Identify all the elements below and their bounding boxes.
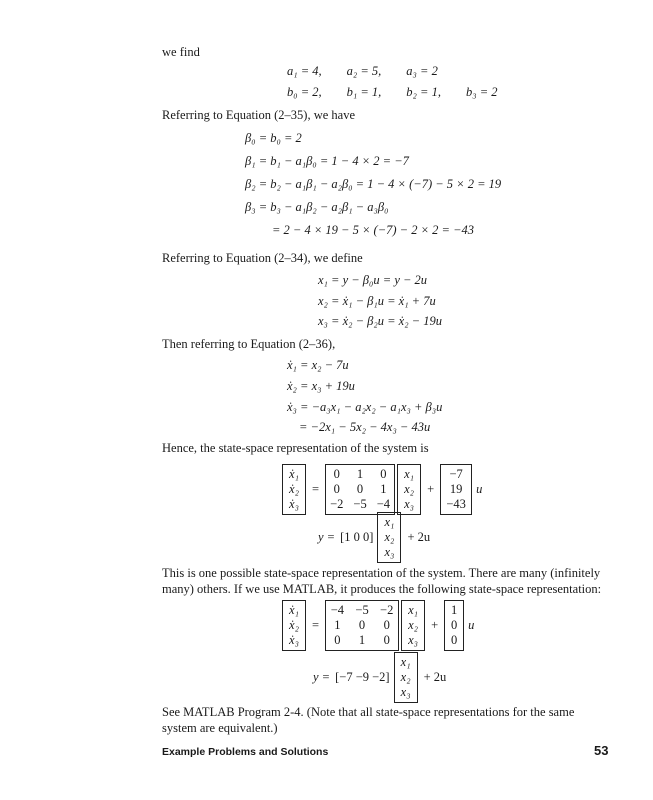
- eq-a-coeffs: a₁ = 4, a₂ = 5, a₃ = 2: [287, 64, 438, 78]
- xdot-vector: ẋ₁ ẋ₂ ẋ₃: [282, 600, 306, 651]
- eq-beta2: β₂ = b₂ − a₁β₁ − a₂β₀ = 1 − 4 × (−7) − 5 × 2 = 19: [245, 177, 502, 191]
- output-equation-1: y = [1 0 0] x₁ x₂ x₃ + 2u: [318, 512, 430, 563]
- b-vector: 1 0 0: [444, 600, 464, 651]
- eq-xdot3-value: = −2x₁ − 5x₂ − 4x₃ − 43u: [299, 420, 431, 434]
- text-hence: Hence, the state-space representation of the system is: [162, 441, 429, 455]
- x-vector: x₁ x₂ x₃: [394, 652, 418, 703]
- text-ref-2-34: Referring to Equation (2–34), we define: [162, 251, 363, 265]
- text-we-find: we find: [162, 45, 200, 59]
- eq-xdot3: ẋ₃ = −a₃x₁ − a₂x₂ − a₁x₃ + β₃u: [287, 400, 443, 414]
- text-ref-2-35: Referring to Equation (2–35), we have: [162, 108, 355, 122]
- eq-beta3: β₃ = b₃ − a₁β₂ − a₂β₁ − a₃β₀: [245, 200, 389, 214]
- state-equation-2: ẋ₁ ẋ₂ ẋ₃ = −4 −5 −2 1 0 0 0 1 0 x₁ x₂ x₃ + 1 0 0 u: [282, 600, 474, 651]
- eq-x1-def: x₁ = y − β₀u = y − 2u: [318, 273, 428, 287]
- text-ref-2-36: Then referring to Equation (2–36),: [162, 337, 336, 351]
- eq-beta3-value: = 2 − 4 × 19 − 5 × (−7) − 2 × 2 = −43: [272, 223, 475, 237]
- x-vector: x₁ x₂ x₃: [377, 512, 401, 563]
- eq-beta1: β₁ = b₁ − a₁β₀ = 1 − 4 × 2 = −7: [245, 154, 409, 168]
- eq-xdot2: ẋ₂ = x₃ + 19u: [287, 379, 355, 393]
- d-term: + 2u: [407, 530, 431, 544]
- d-term: + 2u: [423, 670, 447, 684]
- c-matrix: [1 0 0]: [340, 530, 374, 544]
- text-see-matlab: See MATLAB Program 2-4. (Note that all state-space representations for the same system are equivalent.): [162, 705, 575, 735]
- c-matrix: [−7 −9 −2]: [335, 670, 390, 684]
- xdot-vector: ẋ₁ ẋ₂ ẋ₃: [282, 464, 306, 515]
- eq-x3-def: x₃ = ẋ₂ − β₂u = ẋ₂ − 19u: [318, 314, 442, 328]
- x-vector: x₁ x₂ x₃: [397, 464, 421, 515]
- eq-x2-def: x₂ = ẋ₁ − β₁u = ẋ₁ + 7u: [318, 294, 436, 308]
- page-number: 53: [594, 743, 609, 758]
- footer-section-title: Example Problems and Solutions: [162, 746, 329, 758]
- x-vector: x₁ x₂ x₃: [401, 600, 425, 651]
- eq-beta0: β₀ = b₀ = 2: [245, 131, 302, 145]
- state-equation-1: ẋ₁ ẋ₂ ẋ₃ = 0 1 0 0 0 1 −2 −5 −4 x₁ x₂ x₃ + −7 19 −43 u: [282, 464, 482, 515]
- text-possible: This is one possible state-space representation of the system. There are many (infinitely many) others. If we use MATLAB, it produces the following state-space representation:: [162, 566, 602, 596]
- eq-b-coeffs: b₀ = 2, b₁ = 1, b₂ = 1, b₃ = 2: [287, 85, 498, 99]
- output-equation-2: y = [−7 −9 −2] x₁ x₂ x₃ + 2u: [313, 652, 446, 703]
- a-matrix: 0 1 0 0 0 1 −2 −5 −4: [325, 464, 395, 515]
- b-vector: −7 19 −43: [440, 464, 472, 515]
- a-matrix: −4 −5 −2 1 0 0 0 1 0: [325, 600, 399, 651]
- eq-xdot1: ẋ₁ = x₂ − 7u: [287, 358, 349, 372]
